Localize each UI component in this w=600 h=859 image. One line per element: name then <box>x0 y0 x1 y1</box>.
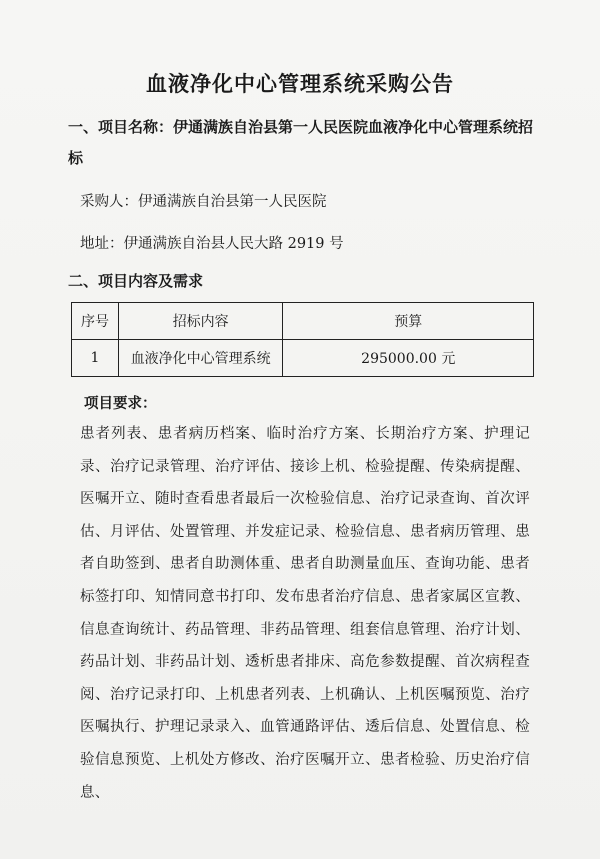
table-row <box>72 340 534 377</box>
address-line: 地址：伊通满族自治县人民大路 2919 号 <box>80 236 344 252</box>
cell-content: 血液净化中心管理系统 <box>118 340 283 377</box>
header-content: 招标内容 <box>118 303 283 340</box>
requirements-text: 患者列表、患者病历档案、临时治疗方案、长期治疗方案、护理记录、治疗记录管理、治疗评估、接诊上机、检验提醒、传染病提醒、医嘱开立、随时查看患者最后一次检验信息、治疗记录查询、首次评估、月评估、处置管理、并发症记录、检验信息、患者病历管理、患者自助签到、患者自助测体重、患者自助测量血压、查询功能、患者标签打印、知情同意书打印、发布患者治疗信息、患者家属区宣教、信息查询统计、药品管理、非药品管理、组套信息管理、治疗计划、药品计划、非药品计划、透析患者排床、高危参数提醒、首次病程查阅、治疗记录打印、上机患者列表、上机确认、上机医嘱预览、治疗医嘱执行、护理记录录入、血管通路评估、透后信息、处置信息、检验信息预览、上机处方修改、治疗医嘱开立、患者检验、历史治疗信息、 <box>80 426 530 801</box>
header-index: 序号 <box>72 303 119 340</box>
purchaser-line: 采购人：伊通满族自治县第一人民医院 <box>80 194 327 210</box>
section-content-heading: 二、项目内容及需求 <box>68 272 204 290</box>
budget-table <box>71 302 534 377</box>
document-title: 血液净化中心管理系统采购公告 <box>146 71 454 96</box>
requirements-label: 项目要求： <box>84 395 157 412</box>
cell-budget: 295000.00 元 <box>283 340 534 377</box>
header-budget: 预算 <box>283 303 534 340</box>
table-header-row <box>72 303 534 340</box>
cell-index: 1 <box>72 340 119 377</box>
section-project-name: 一、项目名称：伊通满族自治县第一人民医院血液净化中心管理系统招标 <box>68 118 534 167</box>
